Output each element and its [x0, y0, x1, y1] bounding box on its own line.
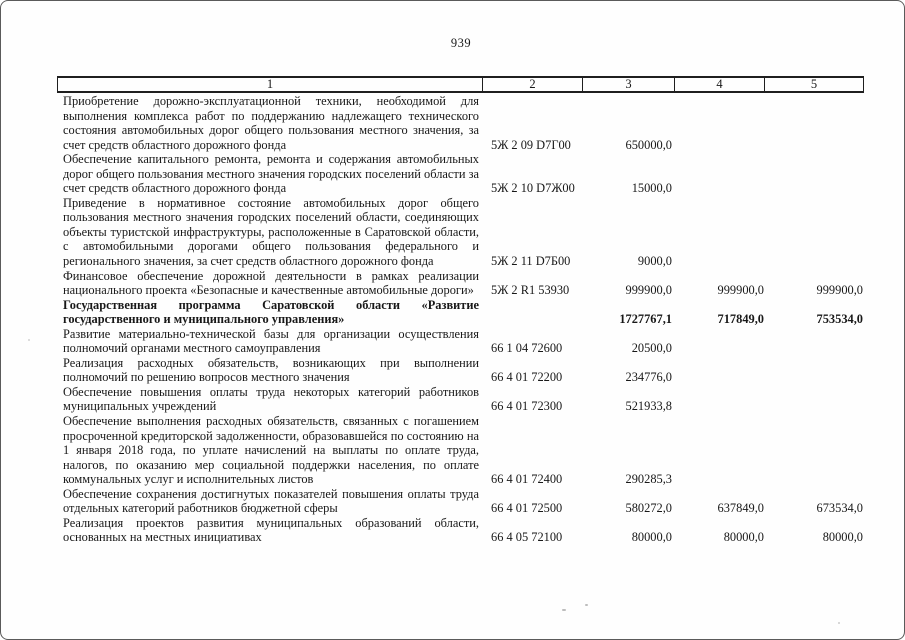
row-description: Обеспечение выполнения расходных обязательств, связанных с погашением просроченной кредиторской задолженности, образовавшейся по состоянию на 1 января 2018 года, по уплате начислений на выплаты по оплате труда, налогов, по оказанию мер социальной поддержки населения, по оплате коммунальных услуг и исполнительных листов: [63, 414, 479, 487]
row-amount-col5: 80000,0: [822, 530, 863, 545]
row-amount-col3: 15000,0: [631, 181, 672, 196]
scan-speck: [28, 339, 30, 341]
row-code: 66 1 04 72600: [491, 341, 563, 356]
table-body: [57, 94, 864, 545]
table-row: [57, 487, 864, 516]
table-row: [57, 516, 864, 545]
row-description: Государственная программа Саратовской области «Развитие государственного и муниципального управления»: [63, 297, 479, 327]
row-amount-col5: 753534,0: [816, 312, 863, 327]
table-row: [57, 414, 864, 487]
table-header-col-2: 2: [483, 76, 583, 93]
row-amount-col3: 1727767,1: [619, 312, 672, 327]
row-code: 66 4 05 72100: [491, 530, 563, 545]
row-amount-col3: 234776,0: [625, 370, 672, 385]
page-number: 939: [450, 36, 472, 50]
budget-table: [57, 76, 864, 545]
row-amount-col4: 717849,0: [717, 312, 764, 327]
row-amount-col4: 80000,0: [723, 530, 764, 545]
row-amount-col3: 521933,8: [625, 399, 672, 414]
table-row: [57, 385, 864, 414]
table-row: [57, 298, 864, 327]
row-amount-col3: 80000,0: [631, 530, 672, 545]
row-code: 5Ж 2 11 D7Б00: [491, 254, 571, 269]
scan-speck: [838, 622, 840, 624]
row-code: 5Ж 2 R1 53930: [491, 283, 570, 298]
row-description: Обеспечение повышения оплаты труда некоторых категорий работников муниципальных учреждений: [63, 384, 479, 414]
row-amount-col3: 580272,0: [625, 501, 672, 516]
row-description: Обеспечение сохранения достигнутых показателей повышения оплаты труда отдельных категорий работников бюджетной сферы: [63, 486, 479, 516]
row-description: Приобретение дорожно-эксплуатационной техники, необходимой для выполнения комплекса работ по поддержанию надлежащего технического состояния автомобильных дорог общего пользования местного значения, за счет средств областного дорожного фонда: [63, 94, 479, 152]
row-code: 66 4 01 72300: [491, 399, 563, 414]
row-description: Развитие материально-технической базы для организации осуществления полномочий органами местного самоуправления: [63, 326, 479, 356]
table-row: [57, 269, 864, 298]
row-amount-col3: 650000,0: [625, 137, 672, 152]
row-amount-col5: 673534,0: [816, 501, 863, 516]
row-description: Реализация проектов развития муниципальных образований области, основанных на местных инициативах: [63, 515, 479, 545]
table-header-col-4: 4: [675, 76, 765, 93]
row-description: Реализация расходных обязательств, возникающих при выполнении полномочий по решению вопросов местного значения: [63, 355, 479, 385]
row-code: 66 4 01 72400: [491, 472, 563, 487]
table-header-col-5: 5: [765, 76, 864, 93]
row-amount-col3: 9000,0: [637, 254, 672, 269]
scan-speck: [585, 604, 588, 606]
row-code: 66 4 01 72500: [491, 501, 563, 516]
table-row: [57, 327, 864, 356]
table-header-row: [57, 76, 864, 93]
table-header-col-3: 3: [583, 76, 675, 93]
row-description: Финансовое обеспечение дорожной деятельности в рамках реализации национального проекта «Безопасные и качественные автомобильные дороги»: [63, 268, 479, 298]
scan-speck: [562, 609, 566, 611]
row-amount-col3: 290285,3: [625, 472, 672, 487]
table-header-col-1: 1: [57, 76, 483, 93]
row-description: Приведение в нормативное состояние автомобильных дорог общего пользования местного значения городских поселений области, соединяющих объекты туристской инфраструктуры, расположенные в Саратовской области, с автомобильными дорогами общего пользования федерального и регионального значения, за счет средств областного дорожного фонда: [63, 195, 479, 269]
table-row: [57, 196, 864, 269]
row-code: 66 4 01 72200: [491, 370, 563, 385]
row-description: Обеспечение капитального ремонта, ремонта и содержания автомобильных дорог общего пользования местного значения городских поселений области за счет средств областного дорожного фонда: [63, 152, 479, 196]
table-row: [57, 152, 864, 196]
row-code: 5Ж 2 10 D7Ж00: [491, 181, 575, 196]
row-amount-col4: 999900,0: [717, 283, 764, 298]
row-amount-col3: 999900,0: [625, 283, 672, 298]
row-amount-col5: 999900,0: [816, 283, 863, 298]
row-code: 5Ж 2 09 D7Г00: [491, 137, 571, 152]
row-amount-col4: 637849,0: [717, 501, 764, 516]
table-row: [57, 356, 864, 385]
row-amount-col3: 20500,0: [631, 341, 672, 356]
table-row: [57, 94, 864, 152]
